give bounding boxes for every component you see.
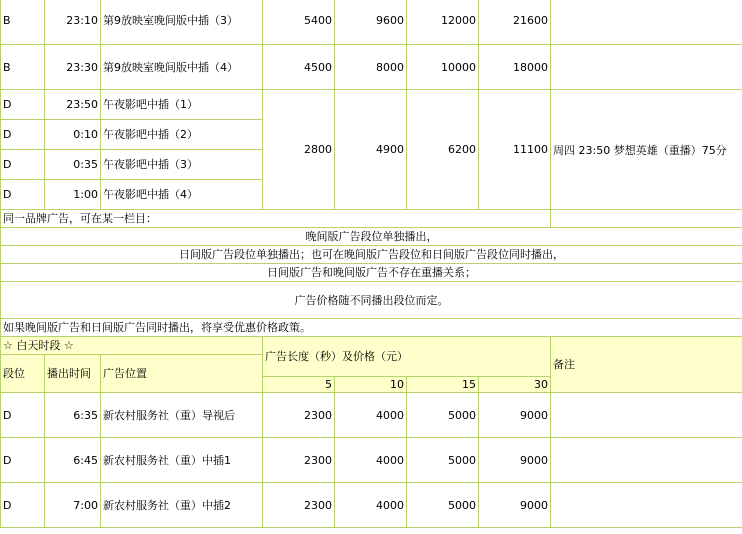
segment-cell: B: [1, 0, 45, 45]
ad-position-cell: 午夜影吧中插（3）: [101, 150, 263, 180]
price-15s-cell: 6200: [407, 90, 479, 210]
price-10s-cell: 4000: [335, 438, 407, 483]
section-header-row: [1, 337, 742, 355]
air-time-cell: 6:35: [45, 393, 101, 438]
segment-cell: D: [1, 180, 45, 210]
ad-position-cell: 新农村服务社（重）中插1: [101, 438, 263, 483]
segment-cell: D: [1, 393, 45, 438]
table-row: [1, 319, 742, 337]
segment-header: 段位: [1, 355, 45, 393]
table-row: [1, 438, 742, 483]
air-time-header: 播出时间: [45, 355, 101, 393]
length-10-header: 10: [335, 377, 407, 393]
air-time-cell: 7:00: [45, 483, 101, 528]
empty-cell: [551, 210, 742, 228]
price-5s-cell: 4500: [263, 45, 335, 90]
price-10s-cell: 8000: [335, 45, 407, 90]
table-row: [1, 45, 742, 90]
ad-position-cell: 午夜影吧中插（1）: [101, 90, 263, 120]
ad-position-header: 广告位置: [101, 355, 263, 393]
price-5s-cell: 2800: [263, 90, 335, 210]
price-10s-cell: 9600: [335, 0, 407, 45]
note-cell: [551, 45, 742, 90]
table-row: [1, 228, 742, 246]
length-30-header: 30: [479, 377, 551, 393]
price-15s-cell: 12000: [407, 0, 479, 45]
price-30s-cell: 9000: [479, 483, 551, 528]
section-title: ☆ 白天时段 ☆: [1, 337, 263, 355]
air-time-cell: 23:50: [45, 90, 101, 120]
air-time-cell: 23:30: [45, 45, 101, 90]
price-10s-cell: 4000: [335, 483, 407, 528]
segment-cell: D: [1, 438, 45, 483]
price-5s-cell: 2300: [263, 438, 335, 483]
table-row: [1, 393, 742, 438]
note-cell: [551, 0, 742, 45]
table-row: [1, 264, 742, 282]
rule-text: 如果晚间版广告和日间版广告同时播出，将享受优惠价格政策。: [1, 319, 742, 337]
length-15-header: 15: [407, 377, 479, 393]
segment-cell: D: [1, 483, 45, 528]
ad-position-cell: 午夜影吧中插（2）: [101, 120, 263, 150]
segment-cell: D: [1, 120, 45, 150]
air-time-cell: 6:45: [45, 438, 101, 483]
rule-text: 日间版广告段位单独播出；也可在晚间版广告段位和日间版广告段位同时播出，: [1, 246, 742, 264]
price-5s-cell: 2300: [263, 393, 335, 438]
price-header: 广告长度（秒）及价格（元）: [263, 337, 551, 377]
ad-position-cell: 新农村服务社（重）导视后: [101, 393, 263, 438]
air-time-cell: 1:00: [45, 180, 101, 210]
table-row: [1, 90, 742, 120]
price-30s-cell: 9000: [479, 393, 551, 438]
price-30s-cell: 21600: [479, 0, 551, 45]
note-cell: [551, 438, 742, 483]
ad-position-cell: 午夜影吧中插（4）: [101, 180, 263, 210]
price-15s-cell: 10000: [407, 45, 479, 90]
price-15s-cell: 5000: [407, 483, 479, 528]
price-10s-cell: 4900: [335, 90, 407, 210]
rule-text: 晚间版广告段位单独播出，: [1, 228, 742, 246]
segment-cell: B: [1, 45, 45, 90]
segment-cell: D: [1, 150, 45, 180]
rules-intro: 同一品牌广告，可在某一栏目：: [1, 210, 551, 228]
price-30s-cell: 18000: [479, 45, 551, 90]
table-row: [1, 0, 742, 45]
price-10s-cell: 4000: [335, 393, 407, 438]
price-30s-cell: 9000: [479, 438, 551, 483]
table-row: [1, 246, 742, 264]
rule-text: 广告价格随不同播出段位而定。: [1, 282, 742, 319]
note-header: 备注: [551, 337, 742, 393]
air-time-cell: 0:35: [45, 150, 101, 180]
table-row: [1, 282, 742, 319]
rule-text: 日间版广告和晚间版广告不存在重播关系；: [1, 264, 742, 282]
ad-position-cell: 第9放映室晚间版中插（3）: [101, 0, 263, 45]
note-cell: [551, 483, 742, 528]
note-cell: [551, 393, 742, 438]
table-row: [1, 210, 742, 228]
length-5-header: 5: [263, 377, 335, 393]
price-30s-cell: 11100: [479, 90, 551, 210]
air-time-cell: 23:10: [45, 0, 101, 45]
segment-cell: D: [1, 90, 45, 120]
note-cell: 周四 23:50 梦想英雄（重播）75分: [551, 90, 742, 210]
ad-position-cell: 第9放映室晚间版中插（4）: [101, 45, 263, 90]
ad-position-cell: 新农村服务社（重）中插2: [101, 483, 263, 528]
price-5s-cell: 5400: [263, 0, 335, 45]
air-time-cell: 0:10: [45, 120, 101, 150]
price-5s-cell: 2300: [263, 483, 335, 528]
price-15s-cell: 5000: [407, 393, 479, 438]
table-row: [1, 483, 742, 528]
price-15s-cell: 5000: [407, 438, 479, 483]
